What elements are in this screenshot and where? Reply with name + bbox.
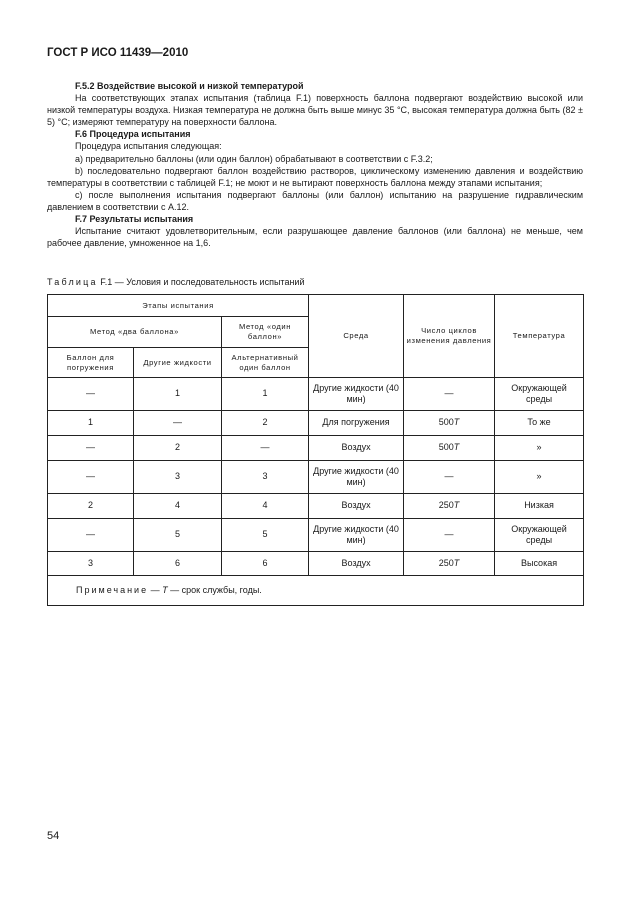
cell-stage-other: — xyxy=(134,411,222,436)
cell-stage-other: 5 xyxy=(134,519,222,552)
table-row xyxy=(48,461,584,494)
header-method-two: Метод «два баллона» xyxy=(48,317,222,348)
cell-stage-alternative: 4 xyxy=(222,494,309,519)
table-row xyxy=(48,436,584,461)
table-row xyxy=(48,411,584,436)
section-f6-item-c: с) после выполнения испытания подвергают баллоны (или баллон) испытанию на разрушение гидравлическим давлением в соответствии с А.12. xyxy=(47,189,583,212)
cell-stage-alternative: 2 xyxy=(222,411,309,436)
cell-medium: Воздух xyxy=(309,436,404,461)
cell-temperature: » xyxy=(495,436,584,461)
conditions-table xyxy=(47,294,584,606)
cell-medium: Для погружения xyxy=(309,411,404,436)
cell-stage-alternative: 1 xyxy=(222,378,309,411)
cell-temperature: Окружающей среды xyxy=(495,378,584,411)
table-caption-prefix: Таблица xyxy=(47,277,98,287)
cell-cycles: 500T xyxy=(404,436,495,461)
cell-temperature: Окружающей среды xyxy=(495,519,584,552)
cell-stage-immersion: — xyxy=(48,436,134,461)
table-note-text: — T — срок службы, годы. xyxy=(150,584,262,595)
cell-medium: Воздух xyxy=(309,552,404,576)
table-row xyxy=(48,378,584,411)
cell-medium: Другие жидкости (40 мин) xyxy=(309,378,404,411)
cell-stage-immersion: 1 xyxy=(48,411,134,436)
header-medium: Среда xyxy=(309,295,404,378)
cell-stage-other: 6 xyxy=(134,552,222,576)
cell-stage-other: 2 xyxy=(134,436,222,461)
cell-cycles: — xyxy=(404,378,495,411)
page-number: 54 xyxy=(47,830,60,842)
cell-temperature: » xyxy=(495,461,584,494)
page-header: ГОСТ Р ИСО 11439—2010 xyxy=(47,47,189,59)
cell-cycles: 500T xyxy=(404,411,495,436)
cell-stage-alternative: — xyxy=(222,436,309,461)
section-f7-text: Испытание считают удовлетворительным, если разрушающее давление баллонов (или баллона) не меньше, чем рабочее давление, умноженное на 1,6. xyxy=(47,226,583,249)
cell-temperature: Высокая xyxy=(495,552,584,576)
header-method-one: Метод «один баллон» xyxy=(222,317,309,348)
cell-stage-alternative: 3 xyxy=(222,461,309,494)
cell-stage-immersion: — xyxy=(48,519,134,552)
table-caption-title: F.1 — Условия и последовательность испытаний xyxy=(100,277,305,287)
cell-stage-immersion: 3 xyxy=(48,552,134,576)
table-note-prefix: Примечание xyxy=(76,584,149,595)
cell-stage-alternative: 5 xyxy=(222,519,309,552)
header-sub-alternative: Альтернативный один баллон xyxy=(222,348,309,378)
cell-stage-immersion: — xyxy=(48,378,134,411)
cell-temperature: Низкая xyxy=(495,494,584,519)
table-caption xyxy=(47,277,304,287)
header-sub-immersion: Баллон для погружения xyxy=(48,348,134,378)
header-temperature: Температура xyxy=(495,295,584,378)
cell-stage-other: 1 xyxy=(134,378,222,411)
section-f52-heading: F.5.2 Воздействие высокой и низкой температурой xyxy=(75,81,304,91)
table-row xyxy=(48,552,584,576)
table-row xyxy=(48,519,584,552)
header-stages: Этапы испытания xyxy=(48,295,309,317)
header-sub-other: Другие жидкости xyxy=(134,348,222,378)
cell-medium: Воздух xyxy=(309,494,404,519)
cell-medium: Другие жидкости (40 мин) xyxy=(309,461,404,494)
cell-cycles: 250T xyxy=(404,494,495,519)
cell-stage-immersion: — xyxy=(48,461,134,494)
cell-stage-other: 3 xyxy=(134,461,222,494)
cell-stage-other: 4 xyxy=(134,494,222,519)
section-f6-item-a: а) предварительно баллоны (или один баллон) обрабатывают в соответствии с F.3.2; xyxy=(75,153,433,164)
table-row xyxy=(48,494,584,519)
cell-temperature: То же xyxy=(495,411,584,436)
header-cycles: Число циклов изменения давления xyxy=(404,295,495,378)
cell-cycles: 250T xyxy=(404,552,495,576)
cell-cycles: — xyxy=(404,461,495,494)
section-f6-intro: Процедура испытания следующая: xyxy=(75,141,222,152)
body-text xyxy=(47,80,583,249)
section-f6-heading: F.6 Процедура испытания xyxy=(75,129,191,140)
section-f6-item-b: b) последовательно подвергают баллон воздействию растворов, циклическому изменению давления и воздействию температуры в соответствии с таблицей F.1; не моют и не вытирают поверхность баллона между этапами испытания; xyxy=(47,165,583,188)
cell-medium: Другие жидкости (40 мин) xyxy=(309,519,404,552)
section-f7-heading: F.7 Результаты испытания xyxy=(75,214,194,225)
cell-stage-immersion: 2 xyxy=(48,494,134,519)
cell-stage-alternative: 6 xyxy=(222,552,309,576)
cell-cycles: — xyxy=(404,519,495,552)
section-f52-text: На соответствующих этапах испытания (таблица F.1) поверхность баллона подвергают воздействию высокой или низкой температуры воздуха. Низкая температура не должна быть выше минус 35 °С, высокая температура должна быть (82 ± 5) °С; измеряют температуру на поверхности баллона. xyxy=(47,93,583,128)
table-note xyxy=(48,576,584,606)
